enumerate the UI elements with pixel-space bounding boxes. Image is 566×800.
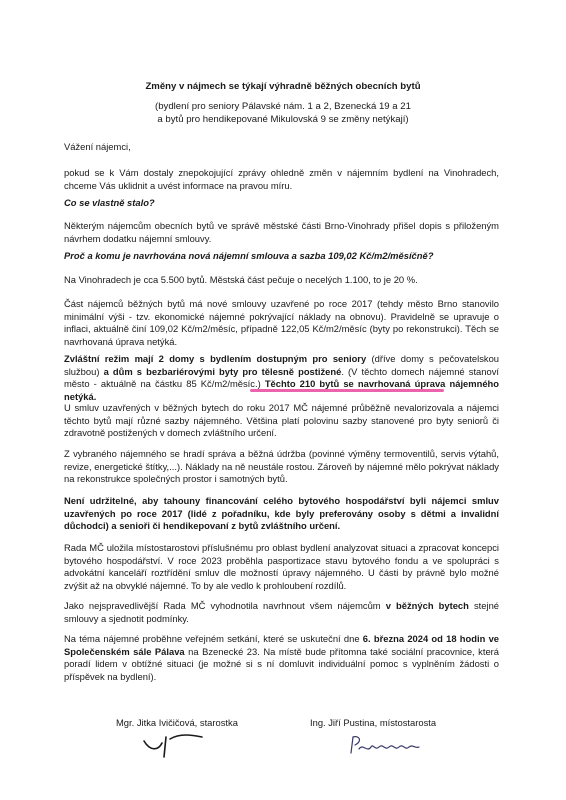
- signature-name-mayor: Mgr. Jitka Ivičičová, starostka: [116, 717, 238, 728]
- heading-why-new-contract: Proč a komu je navrhována nová nájemní smlouva a sazba 109,02 Kč/m2/měsíčně?: [64, 250, 434, 261]
- unified-contracts-text: Jako nejspravedlivější Rada MČ vyhodnotila navrhnout všem nájemcům: [64, 600, 386, 611]
- unified-contracts-end: stejné smlouvy a sjednotit podmínky.: [64, 600, 499, 624]
- intro-paragraph: pokud se k Vám dostaly znepokojující zprávy ohledně změn v nájemním bydlení na Vinohradech, chceme Vás uklidnit a uvést informace na pravou míru.: [64, 167, 499, 191]
- special-regime-seniors: Zvláštní režim mají 2 domy s bydlením dostupným pro seniory: [64, 353, 367, 364]
- unified-contracts-bold: v běžných bytech: [385, 600, 469, 611]
- handwritten-signature-deputy: [345, 733, 425, 764]
- highlight-underline: [250, 389, 444, 392]
- subtitle-line-1: (bydlení pro seniory Pálavské nám. 1 a 2, Bzenecká 19 a 21: [155, 101, 411, 112]
- meeting-date-place: 6. března 2024 od 18 hodin ve Společenském sále Pálava: [64, 633, 499, 657]
- special-regime-disabled: a dům s bezbariérovými byty pro tělesně postižené: [103, 365, 342, 377]
- paragraph-maintenance-costs: Z vybraného nájemného se hradí správa a běžná údržba (povinné výměny termoventilů, servis výtahů, revize, energetické štítky,...). Náklady na ně neustále rostou. Zároveň by nájemné mělo pokrývat náklady na rekonstrukce společných prostor i samotných bytů.: [64, 448, 499, 485]
- signature-name-deputy: Ing. Jiří Pustina, místostarosta: [310, 717, 437, 728]
- meeting-details: na Bzenecké 23. Na místě bude přítomna také sociální pracovnice, která poradí lidem v obtížné situaci (je možné si s ní domluvit individuální pomoc s vyplněním žádosti o příspěvek na bydlení).: [64, 645, 499, 682]
- subtitle-line-2: a bytů pro hendikepované Mikulovská 9 se změny netýkají): [157, 113, 409, 125]
- paragraph-new-contracts: Část nájemců běžných bytů má nové smlouvy uzavřené po roce 2017 (tehdy město Brno stanovilo minimální výši - tzv. ekonomické nájemné pokrývající náklady na obnovu). Pravidelně se upravuje o inflaci, aktuálně činí 109,02 Kč/m2/měsíc, případně 122,05 Kč/m2/měsíc (byty po rekonstrukci). Těch se navrhovaná úprava netýká.: [64, 298, 499, 347]
- paragraph-special-regime: [64, 353, 499, 403]
- meeting-intro: Na téma nájemné proběhne veřejném setkání, které se uskuteční dne: [64, 633, 363, 644]
- paragraph-not-sustainable: Není udržitelné, aby tahouny financování celého bytového hospodářství byli nájemci smluv uzavřených po roce 2017 (lidé z pořadníku, kde byly preferovány osoby s dětmi a invalidní důchodci) a senioři či hendikepovaní z bytů zvláštního určení.: [64, 495, 499, 532]
- paragraph-flat-count: Na Vinohradech je cca 5.500 bytů. Městská část pečuje o necelých 1.100, to je 20 %.: [64, 274, 418, 285]
- salutation: Vážení nájemci,: [64, 141, 131, 152]
- document-title: Změny v nájmech se týkají výhradně běžných obecních bytů: [145, 81, 421, 92]
- special-regime-rent: . (V těchto domech nájemné stanoví město - aktuálně na částku 85 Kč/m2/měsíc.): [64, 365, 499, 390]
- handwritten-signature-mayor: [140, 729, 210, 766]
- special-regime-note: (dříve domy s pečovatelskou službou): [64, 353, 499, 377]
- special-regime-exempt: Těchto 210 bytů se navrhovaná úprava nájemného netýká.: [64, 378, 499, 402]
- paragraph-public-meeting: [64, 633, 499, 683]
- paragraph-old-contracts: U smluv uzavřených v běžných bytech do roku 2017 MČ nájemné průběžně nevalorizovala a nájemci těchto bytů mají různé sazby nájemného. Většina platí polovinu sazby stanovené pro byty seniorů či zdravotně postižených v domech zvláštního určení.: [64, 402, 499, 439]
- paragraph-unified-contracts: [64, 600, 499, 625]
- paragraph-council-analysis: Rada MČ uložila místostarostovi příslušnému pro oblast bydlení analyzovat situaci a zpracovat koncepci bytového hospodářství. V roce 2023 proběhla pasportizace stavu bytového fondu a ve spolupráci s advokátní kanceláří roztřídění smluv dle možností úpravy nájemného. U části by právně bylo možné zvýšit až na obvyklé nájemné. To by ale vedlo k prohloubení rozdílů.: [64, 542, 499, 591]
- document-subtitle: [0, 101, 566, 126]
- heading-what-happened: Co se vlastně stalo?: [64, 197, 155, 208]
- paragraph-letter: Některým nájemcům obecních bytů ve správě městské části Brno-Vinohrady přišel dopis s přiloženým návrhem dodatku nájemní smlouvy.: [64, 220, 499, 244]
